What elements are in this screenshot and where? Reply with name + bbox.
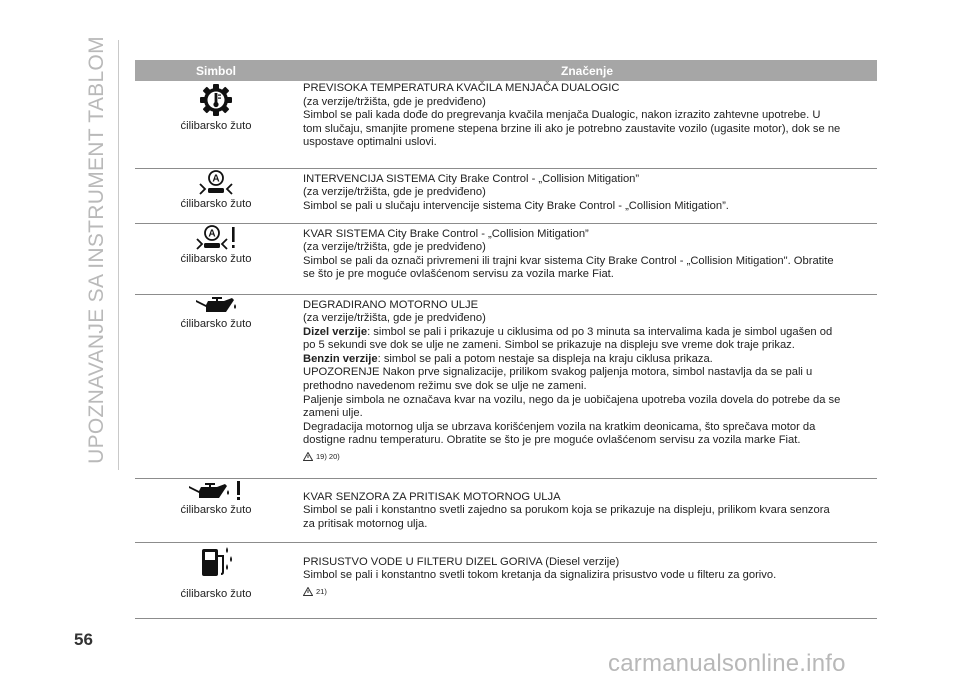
availability-note: (za verzije/tržišta, gde je predviđeno) [303,312,486,325]
color-label: ćilibarsko žuto [180,120,252,132]
svg-text:A: A [212,173,220,184]
description-line: dostigne radnu temperaturu. Obratite se što je pre moguće ovlašćenom servisu za vozila marke Fiat. [303,434,801,447]
table-row [135,168,877,223]
reference-numbers: 21) [316,586,327,596]
description-line: zameni ulje. [303,407,363,420]
description-line: Simbol se pali i konstantno svetli zajedno sa porukom koja se prikazuje na displeju, prilikom kvara senzora [303,504,830,517]
color-label: ćilibarsko žuto [180,197,252,210]
description-line: Simbol se pali u slučaju intervencije sistema City Brake Control - „Collision Mitigation”. [303,199,729,212]
collision-mitigation-failure-icon [194,225,238,251]
diesel-label: Dizel verzije [303,325,368,338]
color-label: ćilibarsko žuto [180,587,252,600]
table-row [135,478,877,542]
watermark: carmanualsonline.info [608,650,846,677]
svg-text:A: A [208,228,216,239]
page-number: 56 [74,630,93,649]
water-in-fuel-filter-icon [196,544,236,578]
meaning-cell [297,478,877,542]
symbol-cell [135,223,297,294]
meaning-cell [297,294,877,478]
table-row [135,81,877,168]
availability-note: (za verzije/tržišta, gde je predviđeno) [303,95,486,108]
diesel-line [303,326,877,340]
warning-title: PREVISOKA TEMPERATURA KVAČILA MENJAČA DUALOGIC [303,82,620,94]
reference-note [303,450,877,464]
symbol-cell [135,542,297,618]
warning-title: DEGRADIRANO MOTORNO ULJE [303,298,479,311]
petrol-text: : simbol se pali a potom nestaje sa displeja na kraju ciklusa prikaza. [377,352,713,365]
caution-icon [303,452,313,461]
caution-icon [303,587,313,596]
meaning-cell [297,168,877,223]
description-line: po 5 sekundi sve dok se ulje ne zameni. Simbol se prikazuje na displeju sve vreme dok traje prikaz. [303,339,795,352]
meaning-cell [297,542,877,618]
symbol-cell [135,81,297,168]
description-line: tom slučaju, smanjite promene stepena brzine ili ako je potrebno zaustavite vozilo (ugasite motor), dok se ne [303,122,841,135]
header-symbol: Simbol [135,60,297,81]
availability-note: (za verzije/tržišta, gde je predviđeno) [303,241,486,254]
description-line: uspostave optimalni uslovi. [303,136,437,149]
symbol-cell [135,478,297,542]
oil-pressure-sensor-failure-icon [187,480,245,502]
petrol-label: Benzin verzije [303,352,378,365]
color-label: ćilibarsko žuto [180,503,252,516]
table-row [135,294,877,478]
oil-can-icon [194,296,238,316]
meaning-cell [297,81,877,168]
petrol-line [303,353,877,367]
color-label: ćilibarsko žuto [180,252,252,265]
header-meaning: Značenje [297,60,877,81]
description-line: Simbol se pali da označi privremeni ili trajni kvar sistema City Brake Control - „Collision Mitigation". Obratite [303,254,834,267]
color-label: ćilibarsko žuto [180,317,252,330]
gearbox-temperature-icon [198,82,234,118]
description-line: UPOZORENJE Nakon prve signalizacije, prilikom svakog paljenja motora, simbol nastavlja da se pali u [303,366,813,379]
description-line: Simbol se pali kada dođe do pregrevanja kvačila menjača Dualogic, nakon izrazito zahtevne upotrebe. U [303,109,821,122]
availability-note: (za verzije/tržišta, gde je predviđeno) [303,186,486,199]
description-line: Simbol se pali i konstantno svetli tokom kretanja da signalizira prisustvo vode u filteru za gorivo. [303,569,777,582]
symbol-table [135,60,877,619]
description-line: Paljenje simbola ne označava kvar na vozilu, nego da je uobičajena upotreba vozila dovela do potrebe da se [303,393,841,406]
diesel-text: : simbol se pali i prikazuje u ciklusima od po 3 minuta sa intervalima kada je simbol ugašen od [367,325,833,338]
description-line: prethodno navedenom režimu sve dok se ulje ne zameni. [303,380,587,393]
meaning-cell [297,223,877,294]
description-line: Degradacija motornog ulja se ubrzava korišćenjem vozila na kratkim deonicama, što sprečava motor da [303,420,816,433]
symbol-cell [135,294,297,478]
symbol-cell [135,168,297,223]
description-line: za pritisak motornog ulja. [303,517,428,530]
reference-note [303,585,877,599]
description-line: se što je pre moguće ovlašćenom servisu za vozila marke Fiat. [303,268,614,281]
table-header-row [135,60,877,81]
table-row [135,542,877,618]
side-divider [118,40,119,470]
warning-title: KVAR SENZORA ZA PRITISAK MOTORNOG ULJA [303,490,561,503]
warning-title: INTERVENCIJA SISTEMA City Brake Control - „Collision Mitigation” [303,172,640,185]
collision-mitigation-icon [196,170,236,196]
reference-numbers: 19) 20) [316,452,340,462]
side-chapter-title: UPOZNAVANJE SA INSTRUMENT TABLOM [85,36,108,464]
warning-title: PRISUSTVO VODE U FILTERU DIZEL GORIVA (Diesel verzije) [303,555,620,568]
warning-title: KVAR SISTEMA City Brake Control - „Collision Mitigation” [303,227,589,240]
table-row [135,223,877,294]
